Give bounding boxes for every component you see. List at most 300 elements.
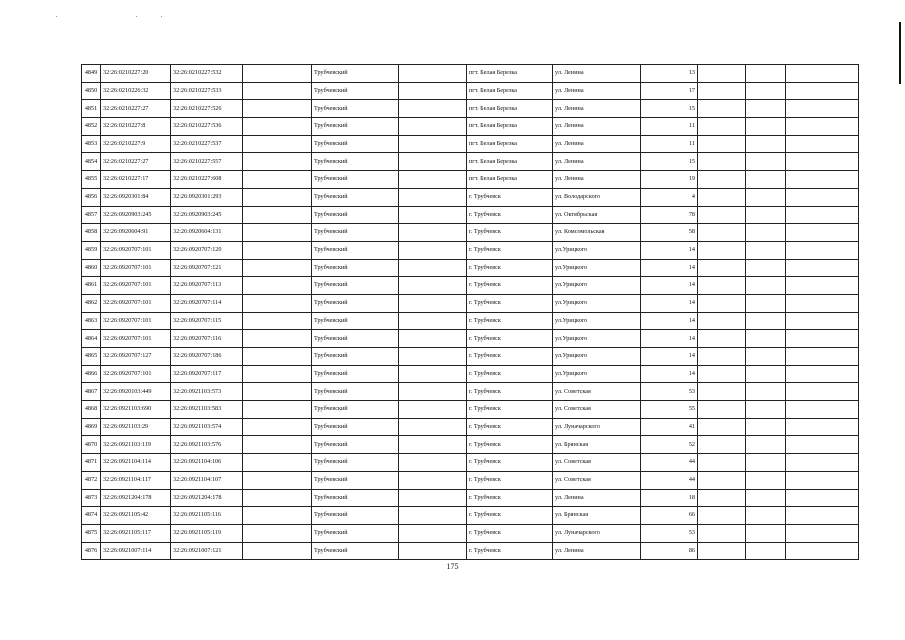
cell-house-number: 14: [641, 241, 698, 259]
page-number: 175: [446, 562, 459, 571]
table-row: [82, 277, 859, 295]
cell-empty: [746, 65, 786, 83]
cell-empty: [746, 436, 786, 454]
cell-district: Трубчевский: [312, 312, 399, 330]
cell-house-number: 44: [641, 471, 698, 489]
cell-empty: [786, 171, 859, 189]
cell-empty: [399, 436, 467, 454]
cell-house-number: 14: [641, 365, 698, 383]
cell-empty: [399, 489, 467, 507]
cell-locality: г. Трубчевск: [467, 507, 553, 525]
cell-house-number: 53: [641, 383, 698, 401]
cell-empty: [746, 471, 786, 489]
cell-empty: [399, 188, 467, 206]
cell-cadastral-number: 32:26:0920707:114: [171, 294, 243, 312]
cell-empty: [698, 65, 746, 83]
table-row: [82, 348, 859, 366]
cell-record-number: 4859: [82, 241, 101, 259]
cell-empty: [698, 436, 746, 454]
cell-empty: [786, 454, 859, 472]
cell-empty: [698, 489, 746, 507]
cell-empty: [399, 330, 467, 348]
cell-house-number: 11: [641, 118, 698, 136]
cell-cadastral-number: 32:26:0210227:537: [171, 135, 243, 153]
cell-empty: [243, 188, 312, 206]
table-row: [82, 542, 859, 560]
cell-empty: [243, 471, 312, 489]
cell-empty: [786, 489, 859, 507]
cell-cadastral-block: 32:26:0921105:117: [101, 524, 171, 542]
cell-cadastral-number: 32:26:0921103:583: [171, 401, 243, 419]
cell-district: Трубчевский: [312, 348, 399, 366]
cell-cadastral-block: 32:26:0921105:42: [101, 507, 171, 525]
cell-record-number: 4856: [82, 188, 101, 206]
cell-empty: [698, 294, 746, 312]
table-row: [82, 330, 859, 348]
cell-street: ул. Советская: [553, 454, 641, 472]
table-row: [82, 65, 859, 83]
cell-locality: пгт. Белая Березка: [467, 118, 553, 136]
cell-locality: пгт. Белая Березка: [467, 153, 553, 171]
cell-record-number: 4874: [82, 507, 101, 525]
cell-empty: [746, 542, 786, 560]
table-row: [82, 135, 859, 153]
cell-street: ул.Урицкого: [553, 277, 641, 295]
cell-district: Трубчевский: [312, 294, 399, 312]
cell-district: Трубчевский: [312, 171, 399, 189]
cell-empty: [243, 418, 312, 436]
cell-district: Трубчевский: [312, 489, 399, 507]
cell-street: ул. Луначарского: [553, 418, 641, 436]
cell-locality: пгт. Белая Березка: [467, 82, 553, 100]
cell-street: ул. Ленина: [553, 153, 641, 171]
cell-cadastral-block: 32:26:0920707:101: [101, 365, 171, 383]
cell-empty: [243, 365, 312, 383]
cell-locality: г. Трубчевск: [467, 365, 553, 383]
cell-district: Трубчевский: [312, 401, 399, 419]
registry-body: [82, 65, 859, 560]
cell-house-number: 14: [641, 294, 698, 312]
cell-empty: [746, 365, 786, 383]
cell-house-number: 55: [641, 401, 698, 419]
cell-empty: [746, 312, 786, 330]
cell-empty: [786, 277, 859, 295]
cell-district: Трубчевский: [312, 383, 399, 401]
cell-street: ул. Комсомольская: [553, 224, 641, 242]
table-row: [82, 312, 859, 330]
table-row: [82, 489, 859, 507]
cell-empty: [746, 100, 786, 118]
cell-street: ул. Советская: [553, 471, 641, 489]
cell-empty: [786, 259, 859, 277]
cell-empty: [243, 348, 312, 366]
cell-empty: [243, 100, 312, 118]
cell-empty: [243, 524, 312, 542]
cell-empty: [698, 418, 746, 436]
cell-cadastral-block: 32:26:0210227:27: [101, 100, 171, 118]
cell-street: ул.Урицкого: [553, 365, 641, 383]
cell-empty: [746, 348, 786, 366]
cell-empty: [746, 524, 786, 542]
cell-record-number: 4870: [82, 436, 101, 454]
cell-empty: [698, 82, 746, 100]
cell-house-number: 14: [641, 259, 698, 277]
cell-street: ул.Урицкого: [553, 294, 641, 312]
cell-house-number: 11: [641, 135, 698, 153]
cell-house-number: 15: [641, 100, 698, 118]
cell-house-number: 44: [641, 454, 698, 472]
cell-empty: [698, 188, 746, 206]
cell-empty: [786, 542, 859, 560]
cell-empty: [243, 277, 312, 295]
cell-house-number: 14: [641, 330, 698, 348]
table-row: [82, 401, 859, 419]
cell-cadastral-block: 32:26:0921103:29: [101, 418, 171, 436]
cell-cadastral-number: 32:26:0921007:121: [171, 542, 243, 560]
cell-house-number: 14: [641, 277, 698, 295]
cell-street: ул. Ленина: [553, 118, 641, 136]
cell-locality: пгт. Белая Березка: [467, 65, 553, 83]
cell-cadastral-number: 32:26:0920707:117: [171, 365, 243, 383]
cell-street: ул.Урицкого: [553, 348, 641, 366]
cell-house-number: 14: [641, 348, 698, 366]
cell-empty: [243, 294, 312, 312]
cell-cadastral-block: 32:26:0210227:20: [101, 65, 171, 83]
cell-house-number: 13: [641, 65, 698, 83]
cell-cadastral-number: 32:26:0210227:526: [171, 100, 243, 118]
cell-record-number: 4852: [82, 118, 101, 136]
cell-district: Трубчевский: [312, 418, 399, 436]
cell-cadastral-number: 32:26:0920707:121: [171, 259, 243, 277]
cell-street: ул. Брянская: [553, 436, 641, 454]
cell-cadastral-block: 32:26:0920707:127: [101, 348, 171, 366]
cell-empty: [399, 294, 467, 312]
cell-district: Трубчевский: [312, 436, 399, 454]
cell-empty: [243, 153, 312, 171]
cell-record-number: 4867: [82, 383, 101, 401]
cell-locality: г. Трубчевск: [467, 454, 553, 472]
cell-empty: [786, 100, 859, 118]
cell-house-number: 58: [641, 224, 698, 242]
cell-empty: [698, 118, 746, 136]
cell-cadastral-number: 32:26:0210227:608: [171, 171, 243, 189]
cell-locality: г. Трубчевск: [467, 312, 553, 330]
cell-street: ул. Ленина: [553, 65, 641, 83]
cell-empty: [243, 241, 312, 259]
cell-locality: г. Трубчевск: [467, 418, 553, 436]
cell-locality: г. Трубчевск: [467, 294, 553, 312]
cell-empty: [786, 82, 859, 100]
cell-empty: [746, 153, 786, 171]
cell-empty: [746, 489, 786, 507]
cell-empty: [243, 454, 312, 472]
cell-empty: [746, 454, 786, 472]
cell-cadastral-block: 32:26:0920604:91: [101, 224, 171, 242]
cell-empty: [786, 312, 859, 330]
cell-empty: [243, 82, 312, 100]
cell-locality: г. Трубчевск: [467, 348, 553, 366]
cell-cadastral-block: 32:26:0920707:101: [101, 277, 171, 295]
table-row: [82, 294, 859, 312]
cell-empty: [243, 312, 312, 330]
cell-cadastral-number: 32:26:0921103:576: [171, 436, 243, 454]
cell-empty: [243, 401, 312, 419]
cell-empty: [786, 135, 859, 153]
cell-cadastral-block: 32:26:0921104:117: [101, 471, 171, 489]
cell-empty: [698, 471, 746, 489]
table-row: [82, 118, 859, 136]
cell-district: Трубчевский: [312, 82, 399, 100]
cell-empty: [786, 330, 859, 348]
table-row: [82, 507, 859, 525]
cell-district: Трубчевский: [312, 241, 399, 259]
cell-empty: [786, 401, 859, 419]
cell-empty: [786, 294, 859, 312]
cell-street: ул. Володарского: [553, 188, 641, 206]
cell-empty: [786, 436, 859, 454]
cell-empty: [786, 348, 859, 366]
cell-cadastral-number: 32:26:0921104:106: [171, 454, 243, 472]
cell-cadastral-block: 32:26:0921007:114: [101, 542, 171, 560]
cell-street: ул.Урицкого: [553, 312, 641, 330]
cell-empty: [399, 206, 467, 224]
cell-empty: [746, 259, 786, 277]
cell-empty: [698, 348, 746, 366]
table-row: [82, 471, 859, 489]
cell-empty: [399, 542, 467, 560]
cell-district: Трубчевский: [312, 330, 399, 348]
cell-cadastral-number: 32:26:0920301:293: [171, 188, 243, 206]
cell-cadastral-block: 32:26:0210227:27: [101, 153, 171, 171]
cell-cadastral-block: 32:26:0920707:101: [101, 312, 171, 330]
cell-empty: [399, 82, 467, 100]
cell-cadastral-number: 32:26:0920707:116: [171, 330, 243, 348]
cell-empty: [243, 135, 312, 153]
cell-empty: [698, 153, 746, 171]
cell-empty: [399, 171, 467, 189]
cell-locality: г. Трубчевск: [467, 277, 553, 295]
cell-district: Трубчевский: [312, 259, 399, 277]
cell-empty: [399, 224, 467, 242]
cell-cadastral-number: 32:26:0921105:116: [171, 507, 243, 525]
cell-cadastral-block: 32:26:0920301:84: [101, 188, 171, 206]
cell-empty: [698, 277, 746, 295]
cell-district: Трубчевский: [312, 100, 399, 118]
cell-district: Трубчевский: [312, 135, 399, 153]
cell-empty: [243, 542, 312, 560]
cell-empty: [786, 206, 859, 224]
cell-cadastral-block: 32:26:0921103:119: [101, 436, 171, 454]
cell-empty: [698, 401, 746, 419]
cell-empty: [698, 524, 746, 542]
table-row: [82, 188, 859, 206]
cell-locality: пгт. Белая Березка: [467, 100, 553, 118]
cell-house-number: 78: [641, 206, 698, 224]
cell-cadastral-block: 32:26:0210226:32: [101, 82, 171, 100]
cell-cadastral-block: 32:26:0920707:101: [101, 259, 171, 277]
table-row: [82, 82, 859, 100]
cell-locality: г. Трубчевск: [467, 206, 553, 224]
cell-house-number: 19: [641, 171, 698, 189]
cell-empty: [243, 383, 312, 401]
cell-record-number: 4875: [82, 524, 101, 542]
cell-street: ул. Октябрьская: [553, 206, 641, 224]
cell-locality: пгт. Белая Березка: [467, 171, 553, 189]
cell-house-number: 41: [641, 418, 698, 436]
cell-empty: [399, 65, 467, 83]
cell-empty: [786, 118, 859, 136]
cell-district: Трубчевский: [312, 471, 399, 489]
table-row: [82, 100, 859, 118]
cell-record-number: 4866: [82, 365, 101, 383]
cell-record-number: 4849: [82, 65, 101, 83]
scan-dot: [161, 16, 162, 17]
cell-house-number: 86: [641, 542, 698, 560]
cell-cadastral-number: 32:26:0920707:120: [171, 241, 243, 259]
cell-empty: [399, 383, 467, 401]
scan-dot: [136, 16, 137, 17]
cell-record-number: 4851: [82, 100, 101, 118]
cell-cadastral-number: 32:26:0210227:557: [171, 153, 243, 171]
cell-empty: [746, 224, 786, 242]
cell-cadastral-block: 32:26:0920707:101: [101, 241, 171, 259]
cell-cadastral-number: 32:26:0920903:245: [171, 206, 243, 224]
cell-empty: [399, 418, 467, 436]
table-row: [82, 383, 859, 401]
cell-empty: [243, 206, 312, 224]
cell-cadastral-block: 32:26:0921204:178: [101, 489, 171, 507]
cell-cadastral-block: 32:26:0920903:245: [101, 206, 171, 224]
cell-cadastral-number: 32:26:0921103:573: [171, 383, 243, 401]
cell-cadastral-block: 32:26:0210227:17: [101, 171, 171, 189]
cell-empty: [243, 65, 312, 83]
cell-street: ул.Урицкого: [553, 259, 641, 277]
cell-street: ул. Советская: [553, 383, 641, 401]
cell-cadastral-block: 32:26:0921104:114: [101, 454, 171, 472]
cell-record-number: 4863: [82, 312, 101, 330]
cell-house-number: 66: [641, 507, 698, 525]
cell-record-number: 4854: [82, 153, 101, 171]
cell-empty: [399, 100, 467, 118]
cell-record-number: 4857: [82, 206, 101, 224]
cell-record-number: 4871: [82, 454, 101, 472]
cell-empty: [746, 171, 786, 189]
cell-district: Трубчевский: [312, 507, 399, 525]
cell-empty: [698, 454, 746, 472]
cell-house-number: 18: [641, 489, 698, 507]
cell-empty: [746, 118, 786, 136]
cell-locality: г. Трубчевск: [467, 471, 553, 489]
cell-street: ул. Ленина: [553, 100, 641, 118]
table-row: [82, 365, 859, 383]
cell-locality: пгт. Белая Березка: [467, 135, 553, 153]
cell-empty: [698, 171, 746, 189]
cell-cadastral-number: 32:26:0920707:113: [171, 277, 243, 295]
cell-empty: [746, 294, 786, 312]
cell-empty: [698, 383, 746, 401]
cell-empty: [786, 524, 859, 542]
cell-empty: [698, 330, 746, 348]
cell-empty: [399, 507, 467, 525]
cell-empty: [746, 135, 786, 153]
cell-district: Трубчевский: [312, 277, 399, 295]
cell-record-number: 4864: [82, 330, 101, 348]
cell-record-number: 4869: [82, 418, 101, 436]
scan-dot: [56, 16, 57, 17]
cell-record-number: 4872: [82, 471, 101, 489]
cell-empty: [243, 436, 312, 454]
cell-empty: [698, 241, 746, 259]
cell-empty: [243, 489, 312, 507]
cell-empty: [746, 241, 786, 259]
cell-cadastral-number: 32:26:0210227:536: [171, 118, 243, 136]
cell-cadastral-number: 32:26:0921104:107: [171, 471, 243, 489]
cell-empty: [786, 365, 859, 383]
scan-edge-mark: [899, 22, 901, 84]
cell-district: Трубчевский: [312, 524, 399, 542]
cell-record-number: 4860: [82, 259, 101, 277]
cell-street: ул. Луначарского: [553, 524, 641, 542]
cell-district: Трубчевский: [312, 65, 399, 83]
cell-street: ул. Ленина: [553, 135, 641, 153]
cell-empty: [746, 188, 786, 206]
cell-empty: [399, 153, 467, 171]
cell-record-number: 4868: [82, 401, 101, 419]
cell-house-number: 53: [641, 524, 698, 542]
table-row: [82, 206, 859, 224]
cell-district: Трубчевский: [312, 365, 399, 383]
cell-empty: [698, 542, 746, 560]
cell-cadastral-block: 32:26:0210227:8: [101, 118, 171, 136]
cell-house-number: 17: [641, 82, 698, 100]
cell-empty: [786, 188, 859, 206]
cell-street: ул. Ленина: [553, 542, 641, 560]
cell-record-number: 4873: [82, 489, 101, 507]
cell-locality: г. Трубчевск: [467, 224, 553, 242]
cell-empty: [746, 82, 786, 100]
cell-house-number: 52: [641, 436, 698, 454]
table-row: [82, 241, 859, 259]
cell-empty: [243, 171, 312, 189]
cell-street: ул. Ленина: [553, 489, 641, 507]
cell-district: Трубчевский: [312, 542, 399, 560]
cell-empty: [399, 348, 467, 366]
cell-street: ул. Брянская: [553, 507, 641, 525]
cell-empty: [746, 330, 786, 348]
cell-locality: г. Трубчевск: [467, 259, 553, 277]
cell-empty: [698, 100, 746, 118]
cell-empty: [399, 312, 467, 330]
cell-district: Трубчевский: [312, 118, 399, 136]
cell-empty: [399, 365, 467, 383]
cell-street: ул. Ленина: [553, 82, 641, 100]
cell-street: ул. Советская: [553, 401, 641, 419]
table-row: [82, 418, 859, 436]
cell-empty: [698, 206, 746, 224]
cell-street: ул. Ленина: [553, 171, 641, 189]
cell-empty: [698, 259, 746, 277]
cell-locality: г. Трубчевск: [467, 524, 553, 542]
cell-cadastral-block: 32:26:0920103:449: [101, 383, 171, 401]
cell-district: Трубчевский: [312, 153, 399, 171]
table-row: [82, 224, 859, 242]
cell-record-number: 4858: [82, 224, 101, 242]
cell-record-number: 4865: [82, 348, 101, 366]
cell-record-number: 4862: [82, 294, 101, 312]
cell-empty: [399, 524, 467, 542]
cell-cadastral-block: 32:26:0920707:101: [101, 330, 171, 348]
cell-empty: [243, 259, 312, 277]
